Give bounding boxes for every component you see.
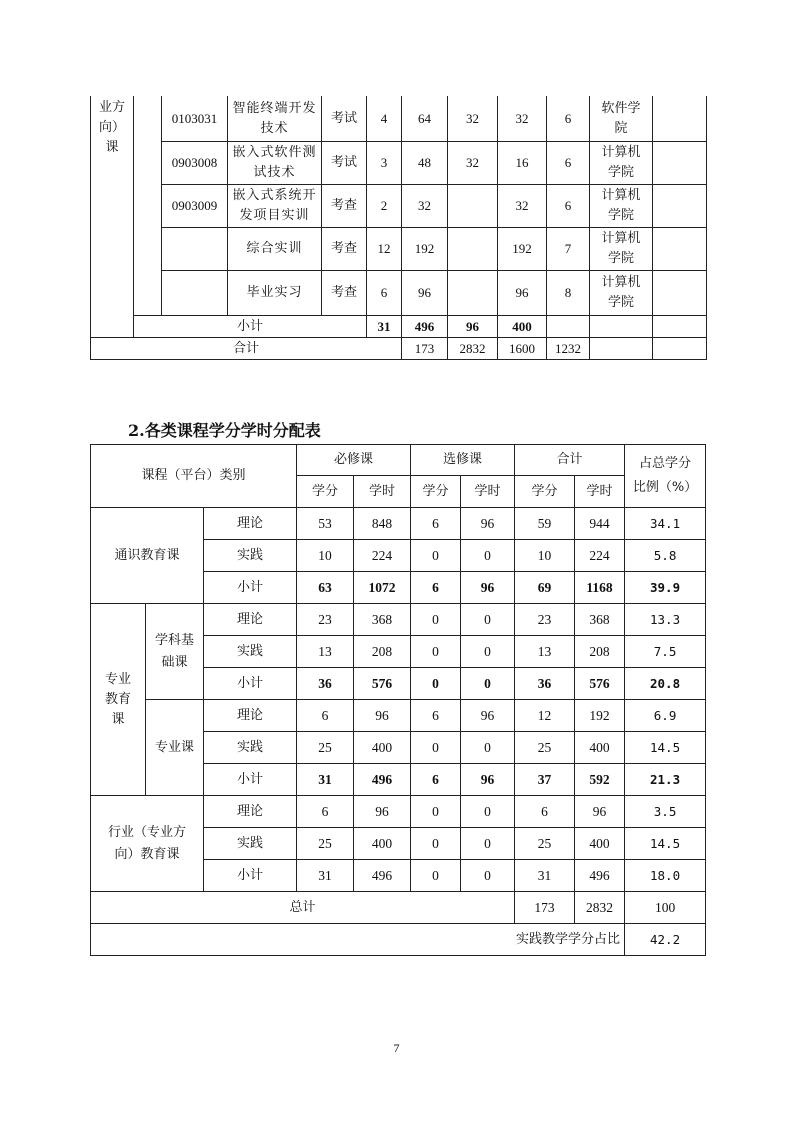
assessment-type: 考查 — [322, 185, 367, 228]
elective-credits: 0 — [411, 668, 461, 700]
course-code — [162, 228, 228, 271]
total-credits: 13 — [515, 636, 575, 668]
elective-hours: 0 — [461, 668, 515, 700]
semester: 6 — [547, 96, 590, 142]
course-code: 0103031 — [162, 96, 228, 142]
total-credits: 173 — [402, 338, 448, 360]
department: 计算机 学院 — [590, 142, 653, 185]
remarks — [653, 142, 707, 185]
total-credits: 37 — [515, 764, 575, 796]
total-hours: 944 — [575, 508, 625, 540]
empty-cell — [653, 316, 707, 338]
total-credits: 31 — [515, 860, 575, 892]
total-label: 合计 — [91, 338, 402, 360]
elective-hours: 0 — [461, 828, 515, 860]
practice-hours: 32 — [498, 185, 547, 228]
required-hours: 848 — [354, 508, 411, 540]
total-hours: 368 — [575, 604, 625, 636]
row-type: 实践 — [204, 540, 297, 572]
elective-hours: 0 — [461, 636, 515, 668]
required-hours: 224 — [354, 540, 411, 572]
remarks — [653, 271, 707, 316]
empty-cell — [653, 338, 707, 360]
table-row — [91, 142, 707, 185]
required-hours: 208 — [354, 636, 411, 668]
elective-hours: 96 — [461, 508, 515, 540]
semester: 6 — [547, 185, 590, 228]
total-hours: 576 — [575, 668, 625, 700]
header-required: 必修课 — [297, 445, 411, 476]
category-label: 业方 向） 课 — [91, 96, 134, 338]
elective-credits: 0 — [411, 828, 461, 860]
header-total: 合计 — [515, 445, 625, 476]
table-row — [91, 796, 706, 828]
percentage: 3.5 — [625, 796, 706, 828]
elective-credits: 0 — [411, 732, 461, 764]
percentage: 18.0 — [625, 860, 706, 892]
row-type: 实践 — [204, 828, 297, 860]
assessment-type: 考试 — [322, 96, 367, 142]
required-credits: 63 — [297, 572, 354, 604]
course-plan-table-continued — [90, 96, 707, 360]
header-hours: 学时 — [354, 476, 411, 508]
elective-credits: 0 — [411, 796, 461, 828]
total-credits: 59 — [515, 508, 575, 540]
grand-total-credits: 173 — [515, 892, 575, 924]
elective-credits: 0 — [411, 604, 461, 636]
empty-cell — [590, 338, 653, 360]
course-code: 0903008 — [162, 142, 228, 185]
required-credits: 6 — [297, 700, 354, 732]
total-hours: 496 — [575, 860, 625, 892]
table-row — [91, 604, 706, 636]
credits: 4 — [367, 96, 402, 142]
header-hours: 学时 — [461, 476, 515, 508]
total-hours: 400 — [575, 732, 625, 764]
credits: 2 — [367, 185, 402, 228]
percentage: 14.5 — [625, 732, 706, 764]
total-hours: 192 — [575, 700, 625, 732]
row-type: 理论 — [204, 700, 297, 732]
theory-hours: 32 — [448, 142, 498, 185]
required-credits: 53 — [297, 508, 354, 540]
assessment-type: 考查 — [322, 228, 367, 271]
total-credits: 10 — [515, 540, 575, 572]
elective-credits: 6 — [411, 508, 461, 540]
practice-hours: 96 — [498, 271, 547, 316]
total-credits: 12 — [515, 700, 575, 732]
elective-hours: 0 — [461, 540, 515, 572]
subject-basic-label: 学科基 础课 — [146, 604, 204, 700]
percentage: 14.5 — [625, 828, 706, 860]
total-row — [91, 338, 707, 360]
row-type: 理论 — [204, 604, 297, 636]
total-hours: 400 — [575, 828, 625, 860]
percentage: 7.5 — [625, 636, 706, 668]
percentage: 6.9 — [625, 700, 706, 732]
required-credits: 36 — [297, 668, 354, 700]
credits: 6 — [367, 271, 402, 316]
elective-hours: 96 — [461, 572, 515, 604]
practice-ratio-value: 42.2 — [625, 924, 706, 956]
grand-total-row — [91, 892, 706, 924]
required-credits: 31 — [297, 860, 354, 892]
total-hours: 32 — [402, 185, 448, 228]
required-hours: 576 — [354, 668, 411, 700]
table-row — [91, 508, 706, 540]
header-ratio: 占总学分 比例（%） — [625, 445, 706, 508]
table-row — [91, 96, 707, 142]
required-hours: 400 — [354, 828, 411, 860]
credits: 12 — [367, 228, 402, 271]
subtotal-label: 小计 — [134, 316, 367, 338]
elective-hours: 0 — [461, 732, 515, 764]
required-credits: 23 — [297, 604, 354, 636]
required-hours: 1072 — [354, 572, 411, 604]
credit-hours-distribution-table — [90, 444, 706, 956]
header-category: 课程（平台）类别 — [91, 445, 297, 508]
elective-credits: 0 — [411, 540, 461, 572]
course-name: 嵌入式软件测 试技术 — [228, 142, 322, 185]
header-row — [91, 445, 706, 476]
total-practice: 1232 — [547, 338, 590, 360]
elective-credits: 6 — [411, 572, 461, 604]
percentage: 5.8 — [625, 540, 706, 572]
semester: 6 — [547, 142, 590, 185]
remarks — [653, 228, 707, 271]
required-credits: 13 — [297, 636, 354, 668]
credits: 3 — [367, 142, 402, 185]
subtotal-hours: 496 — [402, 316, 448, 338]
remarks — [653, 185, 707, 228]
elective-hours: 96 — [461, 700, 515, 732]
course-name: 智能终端开发 技术 — [228, 96, 322, 142]
major-course-label: 专业课 — [146, 700, 204, 796]
required-hours: 96 — [354, 700, 411, 732]
required-credits: 25 — [297, 732, 354, 764]
total-credits: 6 — [515, 796, 575, 828]
required-credits: 31 — [297, 764, 354, 796]
subtotal-practice: 400 — [498, 316, 547, 338]
total-hours: 96 — [575, 796, 625, 828]
total-hours: 224 — [575, 540, 625, 572]
row-type: 小计 — [204, 764, 297, 796]
subtotal-row — [91, 316, 707, 338]
remarks — [653, 96, 707, 142]
practice-ratio-row — [91, 924, 706, 956]
subtotal-credits: 31 — [367, 316, 402, 338]
department: 软件学 院 — [590, 96, 653, 142]
practice-hours: 16 — [498, 142, 547, 185]
row-type: 理论 — [204, 508, 297, 540]
sub-category-cell — [134, 96, 162, 316]
required-credits: 25 — [297, 828, 354, 860]
total-hours: 592 — [575, 764, 625, 796]
table-row — [91, 185, 707, 228]
course-name: 嵌入式系统开 发项目实训 — [228, 185, 322, 228]
practice-ratio-label: 实践教学学分占比 — [91, 924, 625, 956]
elective-hours: 0 — [461, 860, 515, 892]
required-credits: 10 — [297, 540, 354, 572]
row-type: 实践 — [204, 636, 297, 668]
total-hours: 1168 — [575, 572, 625, 604]
total-credits: 23 — [515, 604, 575, 636]
grand-total-percentage: 100 — [625, 892, 706, 924]
required-hours: 96 — [354, 796, 411, 828]
percentage: 39.9 — [625, 572, 706, 604]
semester: 7 — [547, 228, 590, 271]
theory-hours — [448, 228, 498, 271]
theory-hours: 32 — [448, 96, 498, 142]
course-code: 0903009 — [162, 185, 228, 228]
grand-total-label: 总计 — [91, 892, 515, 924]
empty-cell — [590, 316, 653, 338]
percentage: 20.8 — [625, 668, 706, 700]
percentage: 21.3 — [625, 764, 706, 796]
theory-hours — [448, 185, 498, 228]
course-name: 综合实训 — [228, 228, 322, 271]
page-number: 7 — [393, 1041, 400, 1055]
required-hours: 496 — [354, 764, 411, 796]
table-row — [91, 228, 707, 271]
elective-credits: 6 — [411, 700, 461, 732]
percentage: 34.1 — [625, 508, 706, 540]
section-title: 2.各类课程学分学时分配表 — [128, 421, 321, 440]
elective-credits: 6 — [411, 764, 461, 796]
table-row — [91, 271, 707, 316]
professional-education-label: 专业 教育 课 — [91, 604, 146, 796]
header-credits: 学分 — [515, 476, 575, 508]
percentage: 13.3 — [625, 604, 706, 636]
row-type: 理论 — [204, 796, 297, 828]
practice-hours: 192 — [498, 228, 547, 271]
course-name: 毕业实习 — [228, 271, 322, 316]
row-type: 实践 — [204, 732, 297, 764]
general-education-label: 通识教育课 — [91, 508, 204, 604]
theory-hours — [448, 271, 498, 316]
department: 计算机 学院 — [590, 185, 653, 228]
industry-education-label: 行业（专业方 向）教育课 — [91, 796, 204, 892]
header-credits: 学分 — [411, 476, 461, 508]
total-credits: 69 — [515, 572, 575, 604]
total-credits: 36 — [515, 668, 575, 700]
total-hours: 96 — [402, 271, 448, 316]
required-hours: 496 — [354, 860, 411, 892]
row-type: 小计 — [204, 572, 297, 604]
assessment-type: 考试 — [322, 142, 367, 185]
header-hours: 学时 — [575, 476, 625, 508]
required-credits: 6 — [297, 796, 354, 828]
required-hours: 368 — [354, 604, 411, 636]
table-row — [91, 700, 706, 732]
header-elective: 选修课 — [411, 445, 515, 476]
elective-hours: 96 — [461, 764, 515, 796]
total-hours: 48 — [402, 142, 448, 185]
elective-hours: 0 — [461, 796, 515, 828]
row-type: 小计 — [204, 668, 297, 700]
practice-hours: 32 — [498, 96, 547, 142]
total-theory: 1600 — [498, 338, 547, 360]
department: 计算机 学院 — [590, 271, 653, 316]
total-hours: 2832 — [448, 338, 498, 360]
total-credits: 25 — [515, 732, 575, 764]
assessment-type: 考查 — [322, 271, 367, 316]
empty-cell — [547, 316, 590, 338]
semester: 8 — [547, 271, 590, 316]
elective-credits: 0 — [411, 636, 461, 668]
elective-hours: 0 — [461, 604, 515, 636]
total-hours: 192 — [402, 228, 448, 271]
header-credits: 学分 — [297, 476, 354, 508]
subtotal-theory: 96 — [448, 316, 498, 338]
total-credits: 25 — [515, 828, 575, 860]
total-hours: 64 — [402, 96, 448, 142]
elective-credits: 0 — [411, 860, 461, 892]
row-type: 小计 — [204, 860, 297, 892]
required-hours: 400 — [354, 732, 411, 764]
grand-total-hours: 2832 — [575, 892, 625, 924]
department: 计算机 学院 — [590, 228, 653, 271]
total-hours: 208 — [575, 636, 625, 668]
course-code — [162, 271, 228, 316]
